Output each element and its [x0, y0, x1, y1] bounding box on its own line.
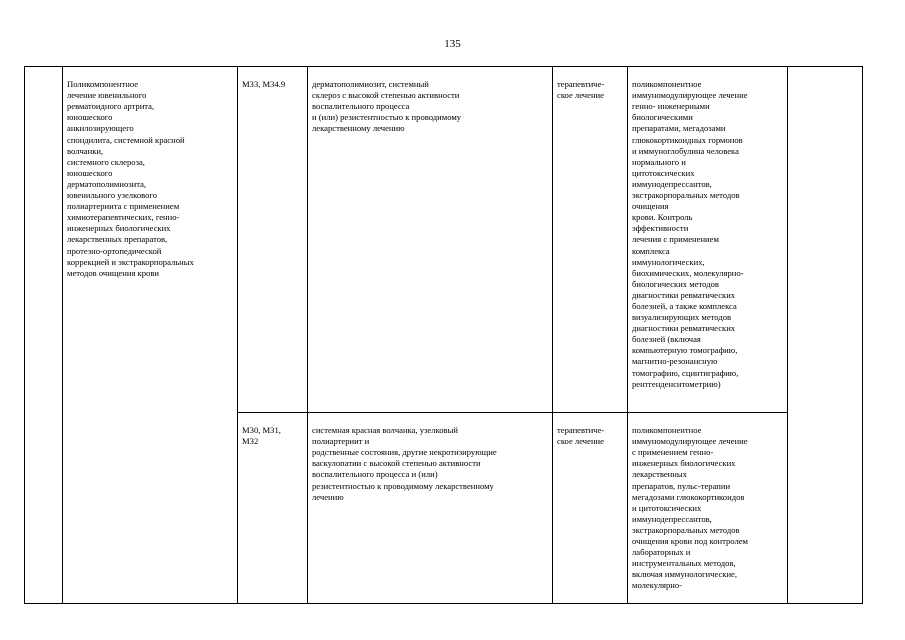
treatment-type-cell: [553, 67, 628, 413]
icd-codes-cell: [238, 413, 308, 604]
icd-codes: М33, М34.9: [242, 79, 286, 90]
treatment-type: терапевтиче- ское лечение: [557, 425, 605, 447]
icd-codes-cell: [238, 67, 308, 413]
treatment-type: терапевтиче- ское лечение: [557, 79, 605, 101]
method-text: поликомпонентное иммуномодулирующее лечение генно- инженерными биологическими препаратами, мегадозами глюкокортикоидных гормонов и иммуноглобулина человека нормального и цитотоксических иммунодепрессантов, экстракорпоральных методов очищения крови. Контроль эффективности лечения с применением комплекса иммунологических, биохимических, молекулярно- биологических методов диагностики ревматических болезней, а также комплекса визуализирующих методов диагностики ревматических болезней (включая компьютерную томографию, магнитно-резонансную томографию, сцинтиграфию, рентгенденситометрию): [632, 79, 748, 389]
row-number-cell: [25, 67, 63, 604]
method-cell: [628, 67, 788, 413]
treatment-name-cell: [63, 67, 238, 604]
table-row: [25, 67, 863, 413]
cost-cell: [788, 67, 863, 604]
method-cell: [628, 413, 788, 604]
condition-cell: [308, 67, 553, 413]
treatment-type-cell: [553, 413, 628, 604]
condition-text: системная красная волчанка, узелковый полиартериит и родственные состояния, другие некротизирующие васкулопатии с высокой степенью активности воспалительного процесса и (или) резистентностью к проводимому лекарственному лечению: [312, 425, 497, 502]
treatment-name: Поликомпонентное лечение ювенильного ревматоидного артрита, юношеского анкилозирующего спондилита, системной красной волчанки, системного склероза, юношеского дерматополимиозита, ювенильного узелкового полиартериита с применением химиотерапевтических, генно- инженерных биологических лекарственных препаратов, протезно-ортопедической коррекцией и экстракорпоральных методов очищения крови: [67, 79, 194, 278]
condition-cell: [308, 413, 553, 604]
treatment-table: [24, 66, 863, 604]
icd-codes: М30, М31, М32: [242, 425, 281, 447]
page-number: 135: [444, 38, 461, 50]
method-text: поликомпонентное иммуномодулирующее лечение с применением генно- инженерных биологических лекарственных препаратов, пульс-терапии мегадозами глюкокортикоидов и цитотоксических иммунодепрессантов, экстракорпоральных методов очищения крови под контролем лабораторных и инструментальных методов, включая иммунологические, молекулярно-: [632, 425, 748, 591]
condition-text: дерматополимиозит, системный склероз с высокой степенью активности воспалительного процесса и (или) резистентностью к проводимому лекарственному лечению: [312, 79, 462, 134]
